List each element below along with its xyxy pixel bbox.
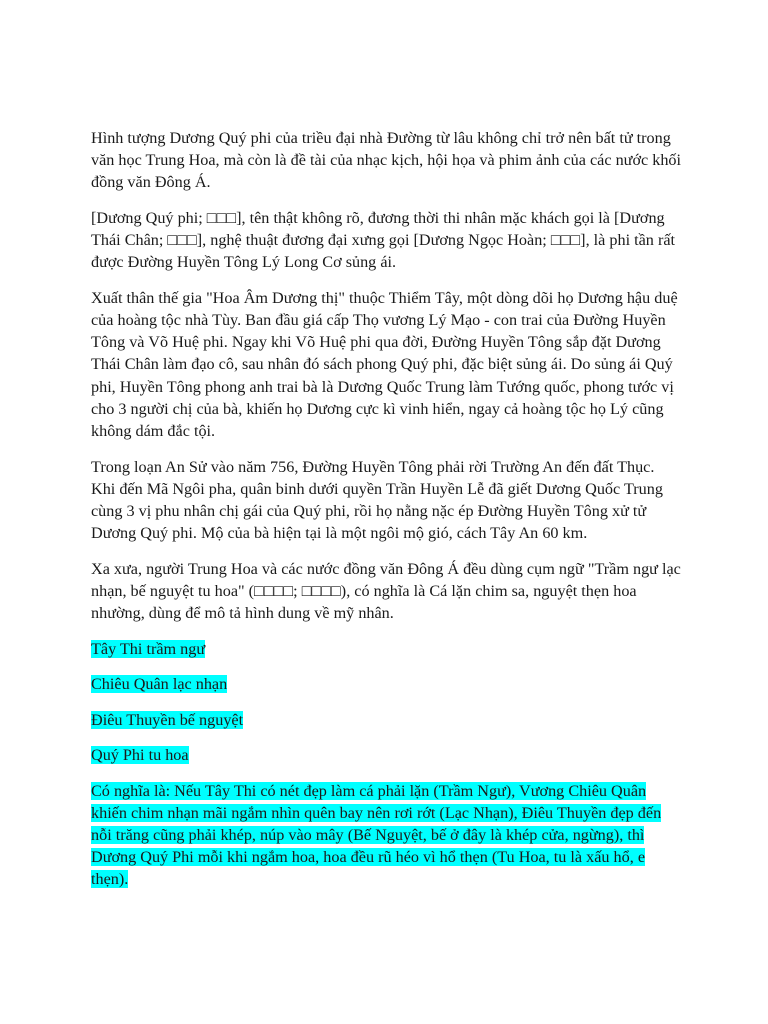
highlight-line-quy-phi — [91, 744, 681, 766]
highlighted-text: Tây Thi trầm ngư — [91, 639, 206, 658]
highlight-paragraph-meaning — [91, 780, 681, 891]
paragraph-intro: Hình tượng Dương Quý phi của triều đại nhà Đường từ lâu không chỉ trở nên bất tử trong văn học Trung Hoa, mà còn là đề tài của nhạc kịch, hội họa và phim ảnh của các nước khối đồng văn Đông Á. — [91, 129, 682, 192]
highlighted-text: Có nghĩa là: Nếu Tây Thi có nét đẹp làm cá phải lặn (Trầm Ngư), Vương Chiêu Quân khiến chim nhạn mãi ngắm nhìn quên bay nên rơi rớt (Lạc Nhạn), Điêu Thuyền đẹp đến nỗi trăng cũng phải khép, núp vào mây (Bế Nguyệt, bế ở đây là khép cửa, ngừng), thì Dương Quý Phi mỗi khi ngắm hoa, hoa đều rũ héo vì hổ thẹn (Tu Hoa, tu là xấu hổ, e thẹn). — [91, 781, 662, 889]
highlighted-text: Quý Phi tu hoa — [91, 746, 189, 765]
highlight-line-tay-thi — [91, 638, 681, 660]
highlighted-text: Điêu Thuyền bế nguyệt — [91, 710, 244, 729]
highlight-line-dieu-thuyen — [91, 709, 681, 731]
paragraph-idiom: Xa xưa, người Trung Hoa và các nước đồng văn Đông Á đều dùng cụm ngữ "Trầm ngư lạc nhạn, bế nguyệt tu hoa" (□□□□; □□□□), có nghĩa là Cá lặn chim sa, nguyệt thẹn hoa nhường, dùng để mô tả hình dung về mỹ nhân. — [91, 559, 681, 623]
paragraph-rebellion: Trong loạn An Sử vào năm 756, Đường Huyền Tông phải rời Trường An đến đất Thục. Khi đến Mã Ngôi pha, quân binh dưới quyền Trần Huyền Lễ đã giết Dương Quốc Trung cùng 3 vị phu nhân chị gái của Quý phi, rồi họ nằng nặc ép Đường Huyền Tông xử tử Dương Quý phi. Mộ của bà hiện tại là một ngôi mộ gió, cách Tây An 60 km. — [91, 457, 663, 543]
highlighted-text: Chiêu Quân lạc nhạn — [91, 675, 228, 694]
document-body — [91, 127, 681, 904]
paragraph-origin: Xuất thân thế gia "Hoa Âm Dương thị" thuộc Thiểm Tây, một dòng dõi họ Dương hậu duệ của hoàng tộc nhà Tùy. Ban đầu giá cấp Thọ vương Lý Mạo - con trai của Đường Huyền Tông và Võ Huệ phi. Ngay khi Võ Huệ phi qua đời, Đường Huyền Tông sắp đặt Dương Thái Chân làm đạo cô, sau nhân đó sách phong Quý phi, đặc biệt sủng ái. Do sủng ái Quý phi, Huyền Tông phong anh trai bà là Dương Quốc Trung làm Tướng quốc, phong tước vị cho 3 người chị của bà, khiến họ Dương cực kì vinh hiển, ngay cả hoàng tộc họ Lý cũng không dám đắc tội. — [91, 288, 678, 441]
paragraph-names: [Dương Quý phi; □□□], tên thật không rõ, đương thời thi nhân mặc khách gọi là [Dương Thái Chân; □□□], nghệ thuật đương đại xưng gọi [Dương Ngọc Hoàn; □□□], là phi tần rất được Đường Huyền Tông Lý Long Cơ sủng ái. — [91, 208, 676, 272]
highlight-line-chieu-quan — [91, 673, 681, 695]
